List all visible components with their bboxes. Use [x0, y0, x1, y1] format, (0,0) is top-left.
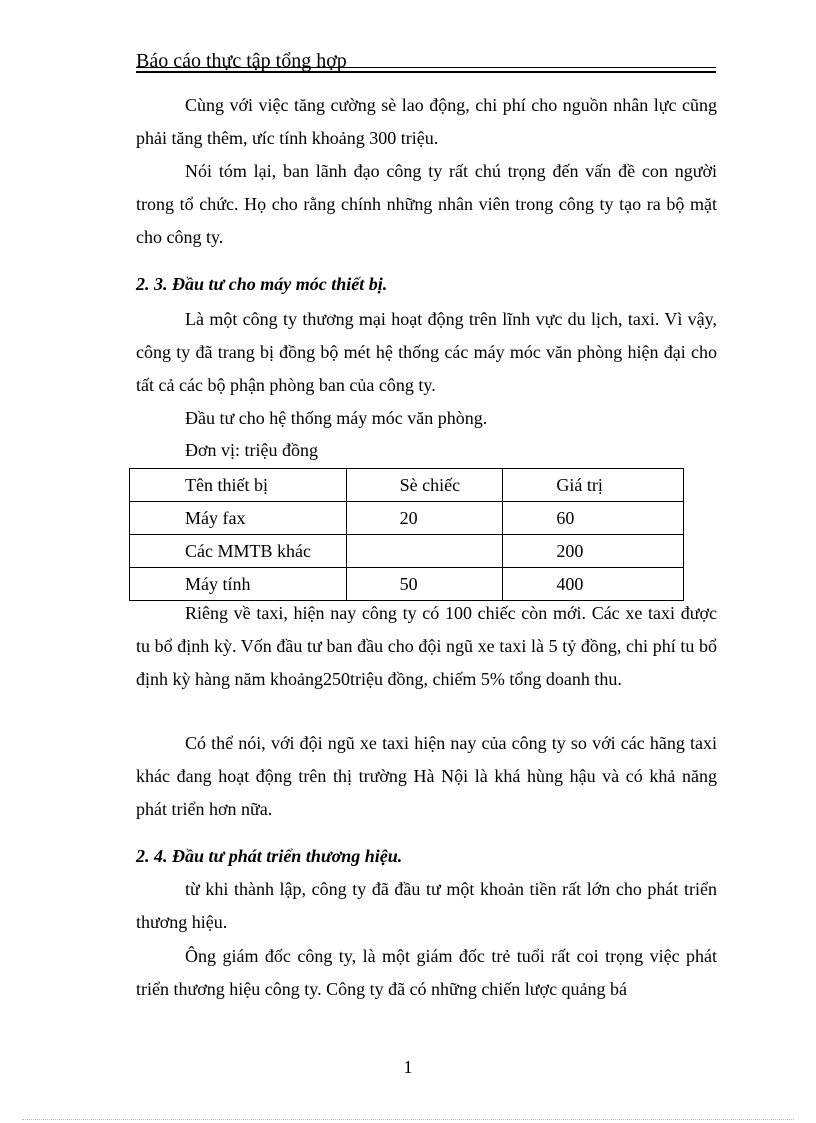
section-heading-2-3: 2. 3. Đầu tư cho máy móc thiết bị.: [136, 274, 388, 294]
table-header-row: [130, 469, 684, 502]
table-header-cell: Sè chiếc: [346, 469, 503, 502]
table-row: [130, 568, 684, 601]
paragraph-brand-strategy: Ông giám đốc công ty, là một giám đốc trẻ tuổi rất coi trọng việc phát triển thương hiệu công ty. Công ty đã có những chiến lược quảng bá: [136, 946, 717, 999]
paragraph-brand-investment: từ khi thành lập, công ty đã đầu tư một khoản tiền rất lớn cho phát triển thương hiệu.: [136, 879, 717, 932]
header-rule-thick: [136, 71, 716, 73]
table-cell: Các MMTB khác: [130, 535, 347, 568]
unit-label: Đơn vị: triệu đồng: [185, 440, 319, 460]
table-cell: [346, 535, 503, 568]
paragraph-labor-cost: Cùng với việc tăng cường sè lao động, chi phí cho nguồn nhân lực cũng phải tăng thêm, ưíc tính khoảng 300 triệu.: [136, 95, 717, 148]
equipment-table: [129, 468, 684, 601]
table-header-cell: Tên thiết bị: [130, 469, 347, 502]
table-row: [130, 502, 684, 535]
header-title: Báo cáo thực tập tổng hợp: [136, 50, 347, 72]
paragraph-taxi-fleet: Riêng về taxi, hiện nay công ty có 100 chiếc còn mới. Các xe taxi được tu bổ định kỳ. Vốn đầu tư ban đầu cho đội ngũ xe taxi là 5 tỷ đồng, chi phí tu bổ định kỳ hàng năm khoảng250triệu đồng, chiếm 5% tổng doanh thu.: [136, 603, 717, 689]
header-rule: [136, 67, 716, 68]
table-header-cell: Giá trị: [503, 469, 684, 502]
table-cell: Máy tính: [130, 568, 347, 601]
table-cell: 60: [503, 502, 684, 535]
paragraph-summary: Nói tóm lại, ban lãnh đạo công ty rất chú trọng đến vấn đề con người trong tổ chức. Họ cho rằng chính những nhân viên trong công ty tạo ra bộ mặt cho công ty.: [136, 161, 717, 247]
page-number: 1: [403, 1057, 413, 1077]
table-cell: 400: [503, 568, 684, 601]
paragraph-company-intro: Là một công ty thương mại hoạt động trên lĩnh vực du lịch, taxi. Vì vậy, công ty đã trang bị đồng bộ mét hệ thống các máy móc văn phòng hiện đại cho tất cả các bộ phận phòng ban của công ty.: [136, 309, 717, 395]
paragraph-taxi-conclusion: Có thể nói, với đội ngũ xe taxi hiện nay của công ty so với các hãng taxi khác đang hoạt động trên thị trường Hà Nội là khá hùng hậu và có khả năng phát triển hơn nữa.: [136, 733, 717, 819]
table-row: [130, 535, 684, 568]
table-cell: Máy fax: [130, 502, 347, 535]
page-edge: [22, 1119, 794, 1120]
table-cell: 200: [503, 535, 684, 568]
table-cell: 50: [346, 568, 503, 601]
table-cell: 20: [346, 502, 503, 535]
section-heading-2-4: 2. 4. Đầu tư phát triển thương hiệu.: [136, 846, 403, 866]
paragraph-office-equipment: Đầu tư cho hệ thống máy móc văn phòng.: [185, 408, 488, 428]
